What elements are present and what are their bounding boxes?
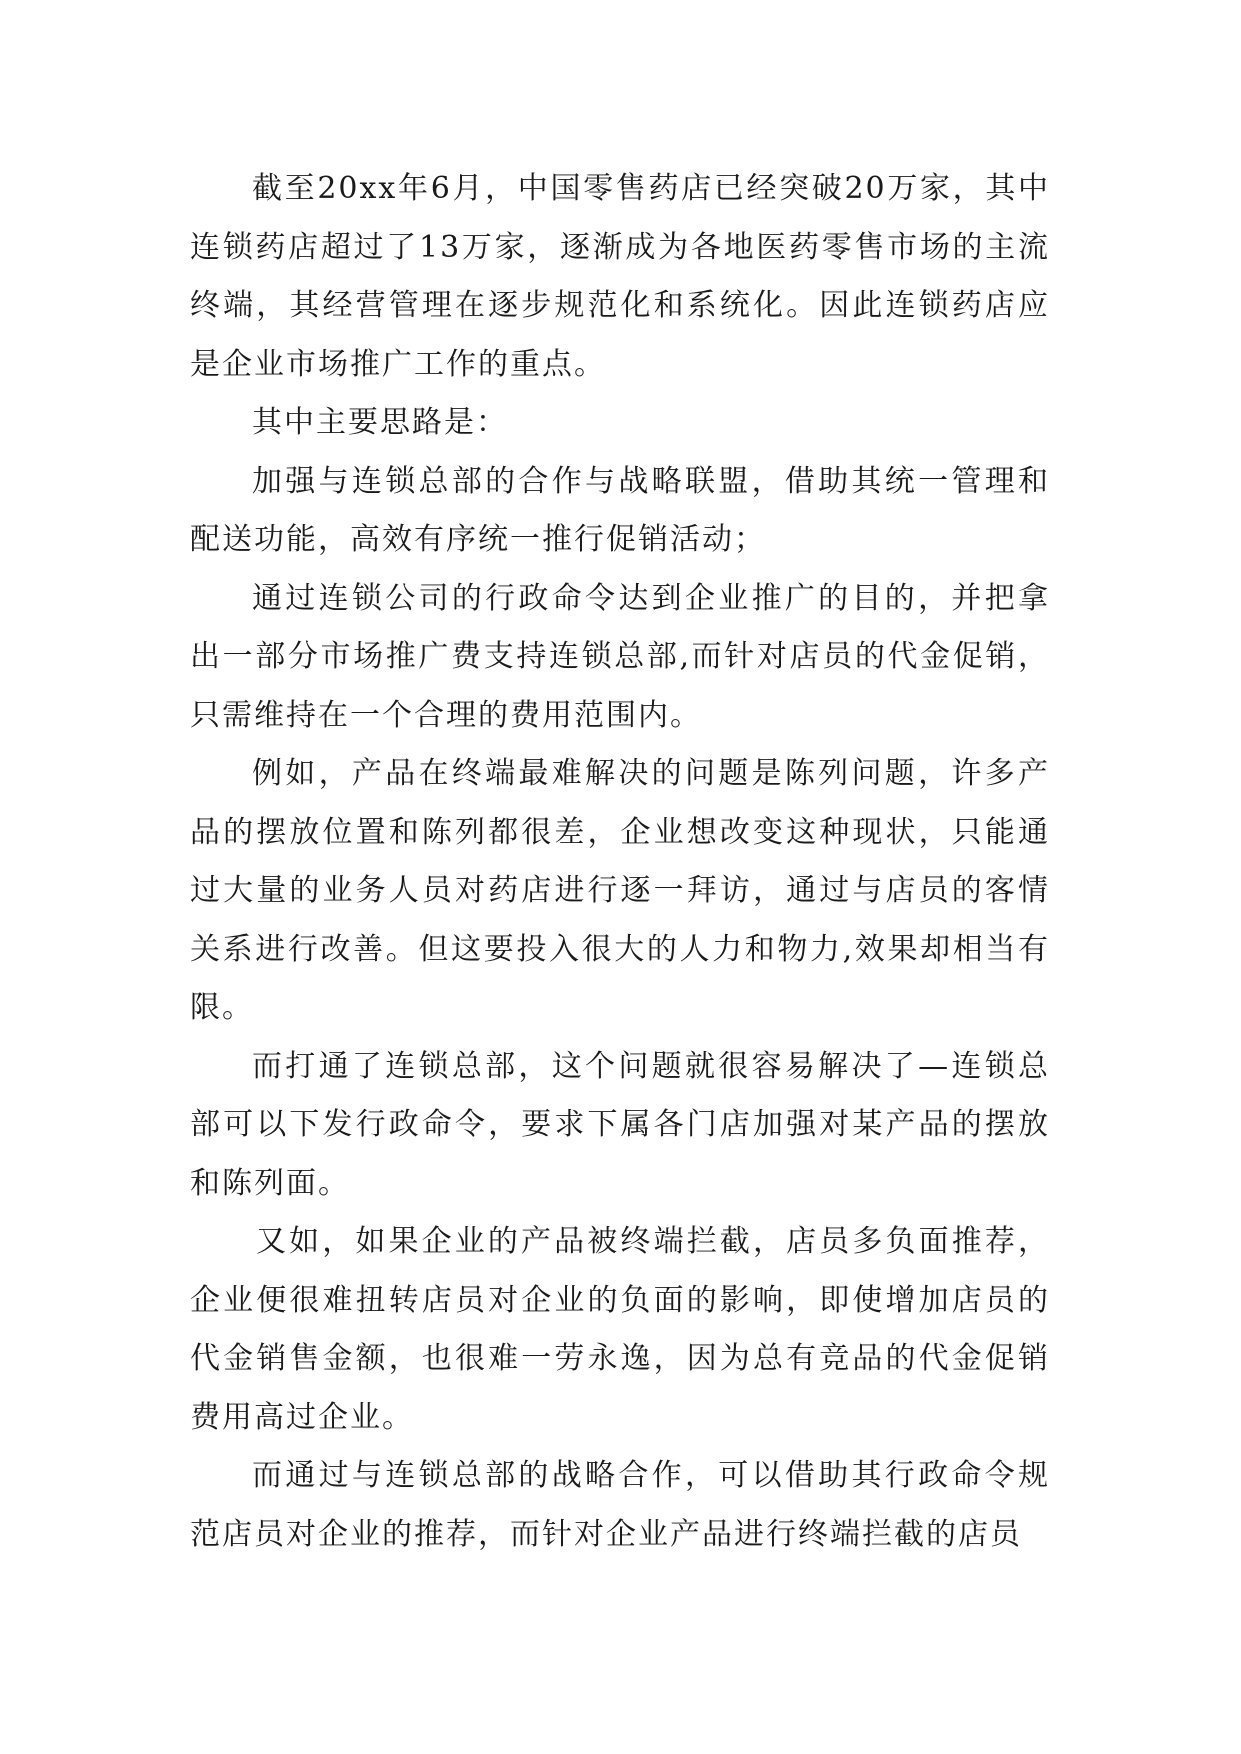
paragraph: 而打通了连锁总部，这个问题就很容易解决了—连锁总部可以下发行政命令，要求下属各门店加强对某产品的摆放和陈列面。 — [190, 1048, 1050, 1201]
paragraph: 其中主要思路是： — [252, 405, 508, 440]
paragraph: 例如，产品在终端最难解决的问题是陈列问题，许多产品的摆放位置和陈列都很差，企业想改变这种现状，只能通过大量的业务人员对药店进行逐一拜访，通过与店员的客情关系进行改善。但这要投入很大的人力和物力,效果却相当有限。 — [190, 756, 1050, 1025]
paragraph: 截至20xx年6月，中国零售药店已经突破20万家，其中连锁药店超过了13万家，逐渐成为各地医药零售市场的主流终端，其经营管理在逐步规范化和系统化。因此连锁药店应是企业市场推广工作的重点。 — [190, 171, 1050, 382]
paragraph: 又如，如果企业的产品被终端拦截，店员多负面推荐，企业便很难扭转店员对企业的负面的影响，即使增加店员的代金销售金额，也很难一劳永逸，因为总有竞品的代金促销费用高过企业。 — [190, 1224, 1050, 1435]
paragraph: 通过连锁公司的行政命令达到企业推广的目的，并把拿出一部分市场推广费支持连锁总部,而针对店员的代金促销，只需维持在一个合理的费用范围内。 — [190, 580, 1050, 733]
paragraph: 加强与连锁总部的合作与战略联盟，借助其统一管理和配送功能，高效有序统一推行促销活动； — [190, 463, 1050, 557]
document-body — [190, 160, 1050, 1564]
paragraph: 而通过与连锁总部的战略合作，可以借助其行政命令规范店员对企业的推荐，而针对企业产品进行终端拦截的店员 — [190, 1458, 1050, 1552]
